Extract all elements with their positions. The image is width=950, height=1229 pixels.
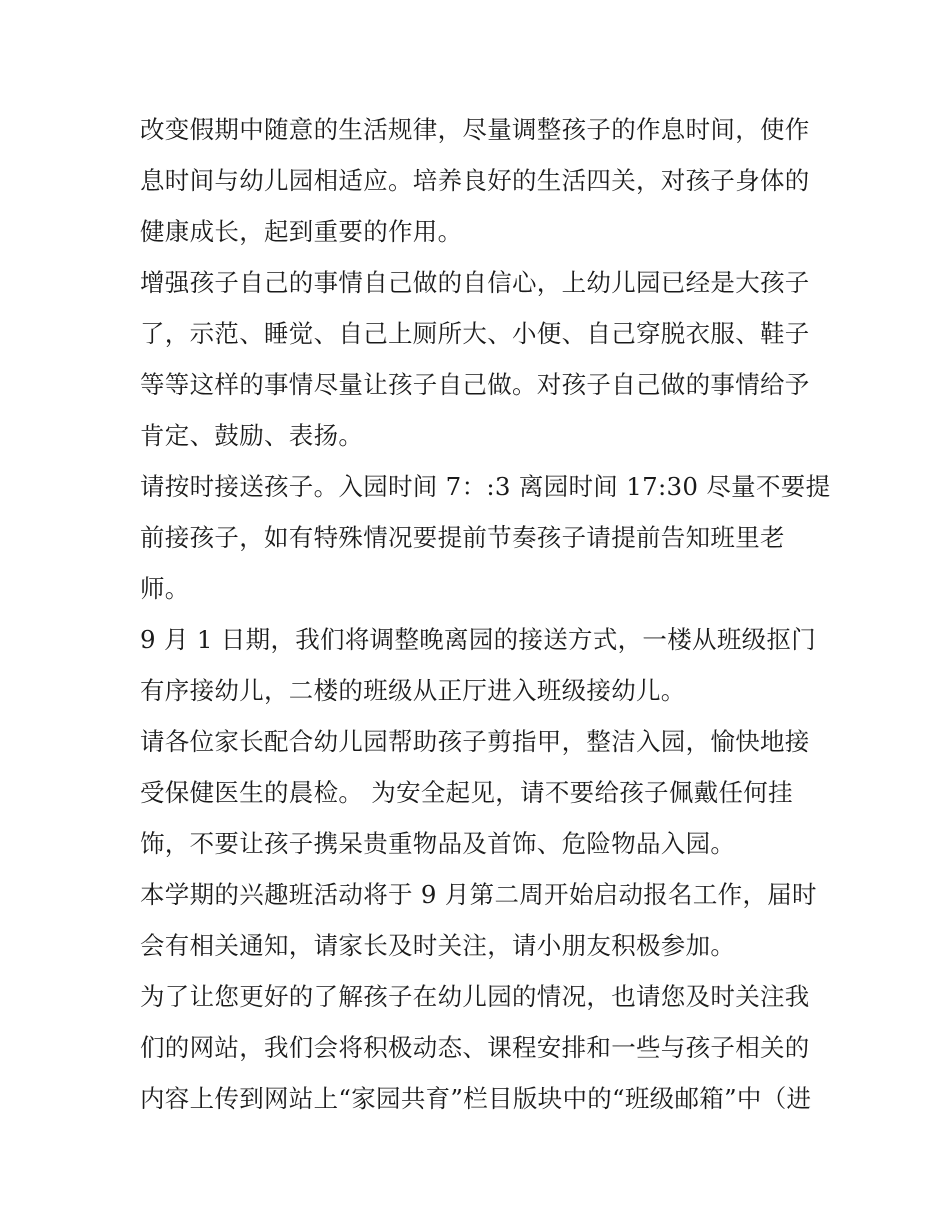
text-line: 息时间与幼儿园相适应。培养良好的生活四关，对孩子身体的 <box>140 166 810 195</box>
text-line: 健康成长，起到重要的作用。 <box>140 217 463 246</box>
text-line: 9 月 1 日期，我们将调整晚离园的接送方式，一楼从班级抠门 <box>140 625 817 654</box>
text-line: 改变假期中随意的生活规律，尽量调整孩子的作息时间，使作 <box>140 115 810 144</box>
text-line: 有序接幼儿，二楼的班级从正厅进入班级接幼儿。 <box>140 676 686 705</box>
text-line: 为了让您更好的了解孩子在幼儿园的情况，也请您及时关注我 <box>140 982 810 1011</box>
text-line: 会有相关通知，请家长及时关注，请小朋友积极参加。 <box>140 931 736 960</box>
text-line: 肯定、鼓励、表扬。 <box>140 421 364 450</box>
text-line: 请各位家长配合幼儿园帮助孩子剪指甲，整洁入园，愉快地接 <box>140 727 810 756</box>
text-line: 受保健医生的晨检。 为安全起见，请不要给孩子佩戴任何挂 <box>140 778 793 807</box>
text-line: 增强孩子自己的事情自己做的自信心，上幼儿园已经是大孩子 <box>140 268 810 297</box>
text-line: 饰，不要让孩子携呆贵重物品及首饰、危险物品入园。 <box>140 829 736 858</box>
text-line: 了，示范、睡觉、自己上厕所大、小便、自己穿脱衣服、鞋子 <box>140 319 810 348</box>
text-line: 本学期的兴趣班活动将于 9 月第二周开始启动报名工作，届时 <box>140 880 817 909</box>
text-line: 内容上传到网站上“家园共育”栏目版块中的“班级邮箱”中（进 <box>140 1084 812 1113</box>
paragraph-self-reliance <box>140 257 816 461</box>
document-body <box>140 104 831 1124</box>
text-line: 师。 <box>140 574 190 603</box>
paragraph-routine <box>140 104 816 257</box>
text-line: 前接孩子，如有特殊情况要提前节奏孩子请提前告知班里老 <box>140 523 785 552</box>
paragraph-pickup-times <box>140 461 831 614</box>
text-line: 等等这样的事情尽量让孩子自己做。对孩子自己做的事情给予 <box>140 370 810 399</box>
text-line: 们的网站，我们会将积极动态、课程安排和一些与孩子相关的 <box>140 1033 810 1062</box>
paragraph-health-safety <box>140 716 816 869</box>
text-line: 请按时接送孩子。入园时间 7：:3 离园时间 17:30 尽量不要提 <box>140 472 831 501</box>
paragraph-interest-classes <box>140 869 816 971</box>
paragraph-pickup-method <box>140 614 816 716</box>
paragraph-website <box>140 971 816 1124</box>
